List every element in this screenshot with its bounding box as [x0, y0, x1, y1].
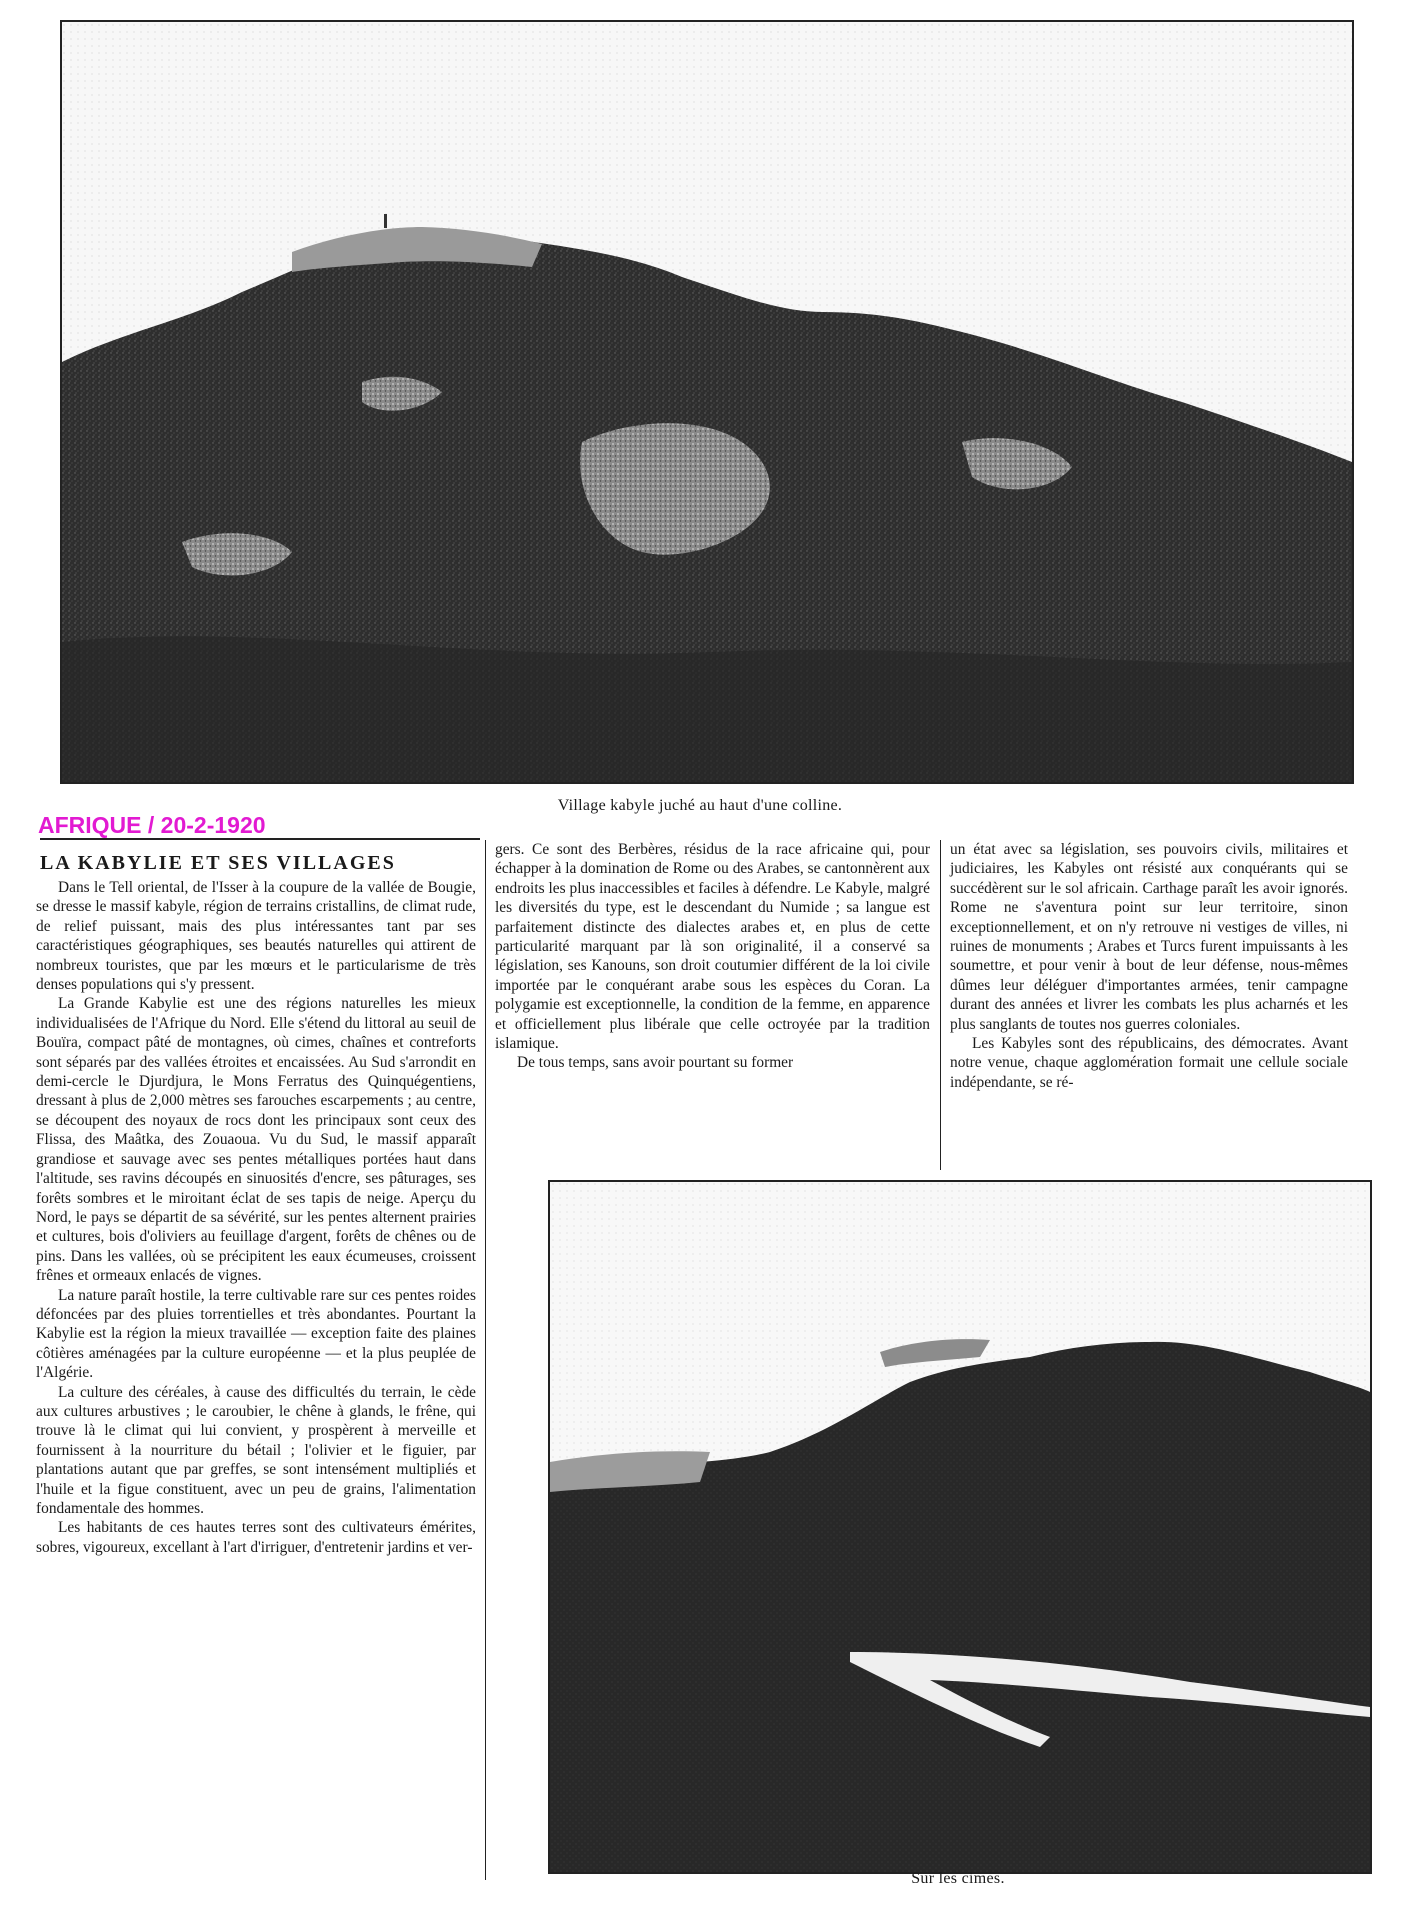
article-column-3: [950, 840, 1348, 1092]
hilltop-village-image: [62, 22, 1352, 782]
paragraph: un état avec sa législation, ses pouvoirs civils, militaires et judiciaires, les Kabyles ont résisté aux conquérants qui se succédèrent sur le sol africain. Carthage paraît les avoir ignorés. Rome ne s'aventura point sur leur territoire, sinon exceptionnellement, et on n'y retrouve ni vestiges de villes, ni ruines de monuments ; Arabes et Turcs furent impuissants à les soumettre, et pour venir à bout de leur défense, nous-mêmes dûmes leur déléguer d'importantes armées, tenir campagne durant des années et livrer les combats les plus acharnés et les plus sanglants de toutes nos guerres coloniales.: [950, 841, 1348, 1033]
article-column-1: [36, 878, 476, 1557]
caption-bottom: Sur les cimes.: [911, 1870, 1005, 1887]
paragraph: La culture des céréales, à cause des difficultés du terrain, le cède aux cultures arbustives ; le caroubier, le chêne à glands, le frêne, qui trouve là le climat qui lui convient, y prospèrent à merveille et fournissent à la nourriture du bétail ; l'olivier et le figuier, par plantations autant que par greffes, se sont intensément multipliés et l'huile et la figue constituent, avec un peu de grains, l'alimentation fondamentale des hommes.: [36, 1383, 476, 1517]
column-divider-1: [485, 840, 486, 1880]
summits-image: [550, 1182, 1370, 1872]
paragraph: De tous temps, sans avoir pourtant su former: [517, 1054, 794, 1072]
photo-summits: [548, 1180, 1372, 1874]
column-divider-2: [940, 840, 941, 1170]
paragraph: Dans le Tell oriental, de l'Isser à la coupure de la vallée de Bougie, se dresse le massif kabyle, région de terrains cristallins, de climat rude, de relief puissant, mais des plus intéressantes tant par ses caractéristiques géographiques, ses beautés naturelles qui attirent de nombreux touristes, que par les mœurs et le particularisme de très denses populations qui s'y pressent.: [36, 879, 476, 994]
paragraph: La nature paraît hostile, la terre cultivable rare sur ces pentes roides défoncées par des pluies torrentielles et très abondantes. Pourtant la Kabylie est la région la mieux travaillée — exception faite des plaines côtières aménagées par la culture européenne — et la plus peuplée de l'Algérie.: [36, 1286, 476, 1382]
headline-rule: [40, 838, 480, 840]
article-column-2: [495, 840, 930, 1073]
paragraph: La Grande Kabylie est une des régions naturelles les mieux individualisées de l'Afrique du Nord. Elle s'étend du littoral au seuil de Bouïra, compact pâté de montagnes, où cimes, chaînes et contreforts sont séparés par des vallées étroites et encaissées. Au Sud s'arrondit en demi-cercle le Djurdjura, le Mons Ferratus des Quinquégentiens, dressant à plus de 2,000 mètres ses farouches escarpements ; au centre, se découpent des noyaux de rocs dont les principaux sont ceux des Flissa, des Maâtka, des Zouaoua. Vu du Sud, le massif apparaît grandiose et sauvage avec ses pentes métalliques portées haut dans l'altitude, ses ravins découpés en sinuosités d'encre, ses pâturages, ses forêts sombres et le miroitant éclat de ses tapis de neige. Aperçu du Nord, le pays se départit de sa sévérité, sur les pentes alternent prairies et cultures, bois d'oliviers au feuillage d'argent, forêts de chênes ou de pins. Dans les vallées, où se précipitent les eaux écumeuses, croissent frênes et ormeaux enlacés de vignes.: [36, 995, 476, 1285]
paragraph: gers. Ce sont des Berbères, résidus de la race africaine qui, pour échapper à la domination de Rome ou des Arabes, se cantonnèrent aux endroits les plus inaccessibles et faciles à défendre. Le Kabyle, malgré les diversités du type, est le descendant du Numide ; sa langue est parfaitement distincte des dialectes arabes et, en plus de cette particularité marquant par là son originalité, il a conservé sa législation, ses Kanouns, son droit coutumier différent de la loi civile importée par le conquérant arabe sous les espèces du Coran. La polygamie est exceptionnelle, la condition de la femme, en apparence et officiellement plus libérale que celle octroyée par la tradition islamique.: [495, 841, 930, 1053]
caption-top: Village kabyle juché au haut d'une colline.: [557, 797, 843, 814]
source-tag: AFRIQUE / 20-2-1920: [38, 812, 266, 838]
photo-hilltop-village: [60, 20, 1354, 784]
paragraph: Les habitants de ces hautes terres sont des cultivateurs émérites, sobres, vigoureux, excellant à l'art d'irriguer, d'entretenir jardins et ver-: [36, 1519, 476, 1556]
paragraph: Les Kabyles sont des républicains, des démocrates. Avant notre venue, chaque agglomération formait une cellule sociale indépendante, se ré-: [950, 1035, 1348, 1091]
article-headline: LA KABYLIE ET SES VILLAGES: [40, 852, 396, 874]
